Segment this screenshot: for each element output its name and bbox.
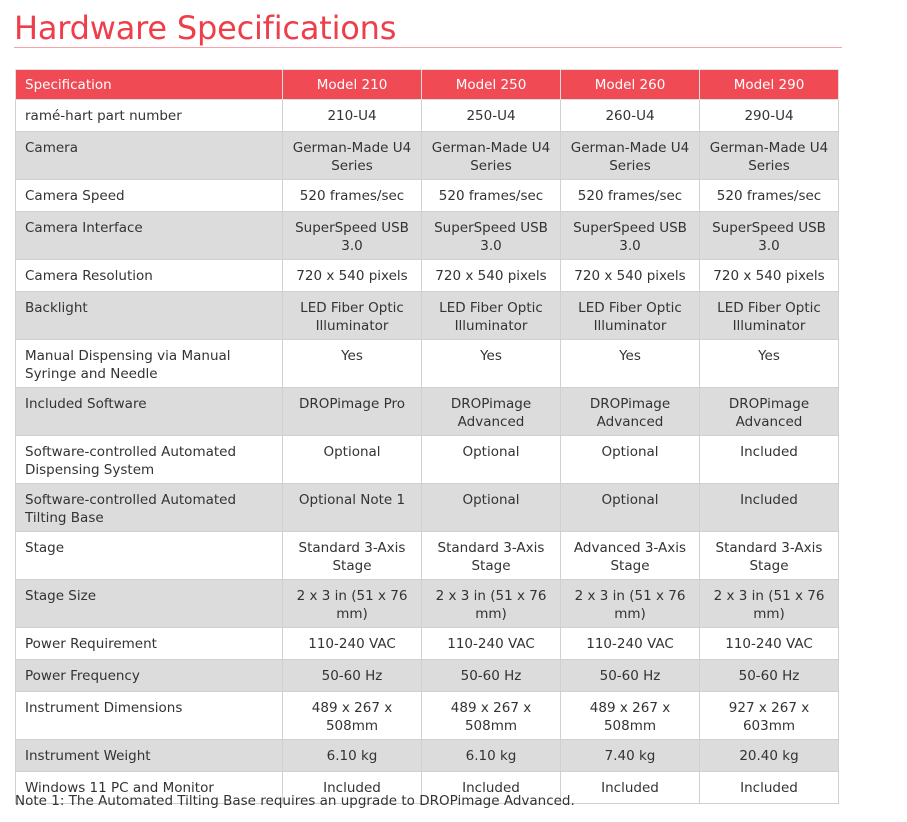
spec-value-cell: DROPimage Advanced — [422, 388, 561, 436]
spec-name-cell: Camera Interface — [16, 212, 283, 260]
spec-name-cell: Stage Size — [16, 580, 283, 628]
spec-value-cell: 250-U4 — [422, 100, 561, 132]
spec-value-cell: Standard 3-Axis Stage — [283, 532, 422, 580]
column-header-model-210: Model 210 — [283, 70, 422, 100]
spec-value-cell: 6.10 kg — [422, 740, 561, 772]
spec-value-cell: 520 frames/sec — [561, 180, 700, 212]
spec-value-cell: 6.10 kg — [283, 740, 422, 772]
table-row — [16, 180, 839, 212]
spec-value-cell: LED Fiber Optic Illuminator — [283, 292, 422, 340]
hardware-specifications-table — [15, 69, 839, 804]
spec-name-cell: Backlight — [16, 292, 283, 340]
spec-value-cell: SuperSpeed USB 3.0 — [283, 212, 422, 260]
spec-value-cell: Yes — [422, 340, 561, 388]
spec-value-cell: German-Made U4 Series — [561, 132, 700, 180]
table-row — [16, 340, 839, 388]
spec-value-cell: 489 x 267 x 508mm — [561, 692, 700, 740]
spec-value-cell: 50-60 Hz — [283, 660, 422, 692]
spec-value-cell: 50-60 Hz — [422, 660, 561, 692]
spec-value-cell: 290-U4 — [700, 100, 839, 132]
spec-value-cell: SuperSpeed USB 3.0 — [422, 212, 561, 260]
spec-value-cell: 520 frames/sec — [700, 180, 839, 212]
spec-value-cell: 50-60 Hz — [561, 660, 700, 692]
spec-value-cell: 520 frames/sec — [283, 180, 422, 212]
spec-value-cell: 110-240 VAC — [422, 628, 561, 660]
table-row — [16, 660, 839, 692]
spec-value-cell: 2 x 3 in (51 x 76 mm) — [700, 580, 839, 628]
spec-value-cell: Yes — [283, 340, 422, 388]
spec-value-cell: 110-240 VAC — [700, 628, 839, 660]
table-row — [16, 532, 839, 580]
table-header-row — [16, 70, 839, 100]
spec-value-cell: 720 x 540 pixels — [561, 260, 700, 292]
spec-name-cell: Included Software — [16, 388, 283, 436]
table-row — [16, 260, 839, 292]
spec-value-cell: LED Fiber Optic Illuminator — [422, 292, 561, 340]
spec-name-cell: Software-controlled Automated Tilting Base — [16, 484, 283, 532]
spec-name-cell: Camera Speed — [16, 180, 283, 212]
spec-value-cell: 520 frames/sec — [422, 180, 561, 212]
spec-name-cell: Camera — [16, 132, 283, 180]
spec-value-cell: 720 x 540 pixels — [283, 260, 422, 292]
spec-name-cell: Stage — [16, 532, 283, 580]
table-row — [16, 740, 839, 772]
spec-value-cell: German-Made U4 Series — [422, 132, 561, 180]
spec-value-cell: Included — [700, 772, 839, 804]
spec-value-cell: 720 x 540 pixels — [422, 260, 561, 292]
table-row — [16, 212, 839, 260]
table-row — [16, 580, 839, 628]
spec-name-cell: Instrument Dimensions — [16, 692, 283, 740]
spec-value-cell: Standard 3-Axis Stage — [422, 532, 561, 580]
spec-name-cell: Power Frequency — [16, 660, 283, 692]
spec-value-cell: 489 x 267 x 508mm — [422, 692, 561, 740]
spec-value-cell: Included — [561, 772, 700, 804]
page-title: Hardware Specifications — [14, 9, 397, 47]
spec-value-cell: Optional Note 1 — [283, 484, 422, 532]
spec-name-cell: Power Requirement — [16, 628, 283, 660]
table-row — [16, 100, 839, 132]
spec-value-cell: 50-60 Hz — [700, 660, 839, 692]
column-header-model-290: Model 290 — [700, 70, 839, 100]
spec-value-cell: SuperSpeed USB 3.0 — [561, 212, 700, 260]
spec-value-cell: Optional — [561, 436, 700, 484]
spec-name-cell: ramé-hart part number — [16, 100, 283, 132]
table-row — [16, 132, 839, 180]
table-row — [16, 388, 839, 436]
spec-value-cell: Yes — [561, 340, 700, 388]
table-row — [16, 692, 839, 740]
spec-name-cell: Instrument Weight — [16, 740, 283, 772]
spec-value-cell: 2 x 3 in (51 x 76 mm) — [561, 580, 700, 628]
table-row — [16, 436, 839, 484]
spec-value-cell: DROPimage Advanced — [700, 388, 839, 436]
spec-value-cell: Included — [700, 436, 839, 484]
spec-value-cell: Included — [283, 772, 422, 804]
spec-value-cell: 210-U4 — [283, 100, 422, 132]
table-row — [16, 292, 839, 340]
table-row — [16, 484, 839, 532]
spec-value-cell: Standard 3-Axis Stage — [700, 532, 839, 580]
footnote: Note 1: The Automated Tilting Base requires an upgrade to DROPimage Advanced. — [15, 793, 575, 809]
spec-value-cell: 7.40 kg — [561, 740, 700, 772]
spec-name-cell: Manual Dispensing via Manual Syringe and Needle — [16, 340, 283, 388]
spec-value-cell: German-Made U4 Series — [283, 132, 422, 180]
column-header-specification: Specification — [16, 70, 283, 100]
spec-value-cell: 489 x 267 x 508mm — [283, 692, 422, 740]
spec-value-cell: SuperSpeed USB 3.0 — [700, 212, 839, 260]
spec-value-cell: DROPimage Pro — [283, 388, 422, 436]
spec-value-cell: Yes — [700, 340, 839, 388]
spec-value-cell: Optional — [561, 484, 700, 532]
spec-name-cell: Camera Resolution — [16, 260, 283, 292]
table-row — [16, 628, 839, 660]
spec-value-cell: Optional — [422, 436, 561, 484]
spec-value-cell: DROPimage Advanced — [561, 388, 700, 436]
spec-value-cell: 260-U4 — [561, 100, 700, 132]
spec-value-cell: LED Fiber Optic Illuminator — [561, 292, 700, 340]
spec-value-cell: German-Made U4 Series — [700, 132, 839, 180]
column-header-model-260: Model 260 — [561, 70, 700, 100]
spec-value-cell: Included — [700, 484, 839, 532]
spec-value-cell: 110-240 VAC — [561, 628, 700, 660]
spec-value-cell: Optional — [283, 436, 422, 484]
title-divider — [14, 47, 842, 48]
spec-value-cell: Advanced 3-Axis Stage — [561, 532, 700, 580]
spec-value-cell: Included — [422, 772, 561, 804]
spec-name-cell: Windows 11 PC and Monitor — [16, 772, 283, 804]
column-header-model-250: Model 250 — [422, 70, 561, 100]
spec-name-cell: Software-controlled Automated Dispensing System — [16, 436, 283, 484]
spec-value-cell: 110-240 VAC — [283, 628, 422, 660]
spec-value-cell: 720 x 540 pixels — [700, 260, 839, 292]
spec-value-cell: Optional — [422, 484, 561, 532]
spec-value-cell: 2 x 3 in (51 x 76 mm) — [283, 580, 422, 628]
spec-value-cell: LED Fiber Optic Illuminator — [700, 292, 839, 340]
spec-value-cell: 20.40 kg — [700, 740, 839, 772]
spec-value-cell: 2 x 3 in (51 x 76 mm) — [422, 580, 561, 628]
spec-value-cell: 927 x 267 x 603mm — [700, 692, 839, 740]
